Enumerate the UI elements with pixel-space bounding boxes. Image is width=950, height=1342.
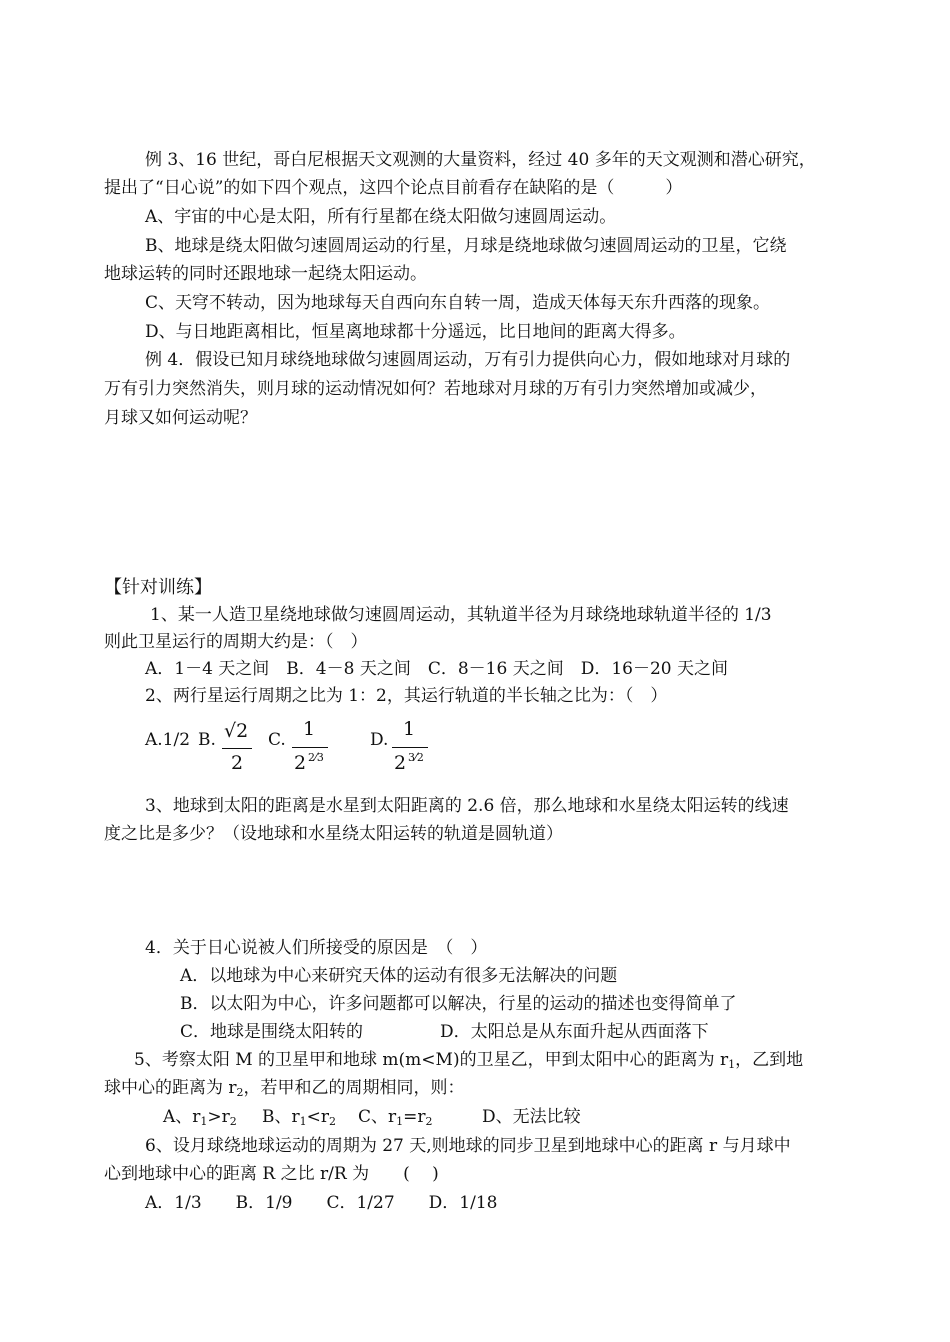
fraction-b-numerator: √2 bbox=[224, 720, 249, 742]
fraction-b-bar bbox=[222, 748, 252, 749]
q5-line2-text: 球中心的距离为 r bbox=[104, 1078, 237, 1098]
question-3-line-2: 度之比是多少？（设地球和水星绕太阳运转的轨道是圆轨道） bbox=[104, 824, 563, 844]
fraction-c-numerator: 1 bbox=[303, 718, 316, 740]
q5-line2-tail: ，若甲和乙的周期相同，则： bbox=[243, 1078, 465, 1098]
example-3-option-b-line-1: B、地球是绕太阳做匀速圆周运动的行星，月球是绕地球做匀速圆周运动的卫星，它绕 bbox=[145, 236, 787, 256]
question-2-option-c-label: C. bbox=[268, 730, 286, 750]
q5-c-op: =r bbox=[403, 1107, 426, 1127]
q5-c-sub1: 1 bbox=[396, 1115, 404, 1128]
question-5-option-b bbox=[262, 1105, 336, 1129]
question-5-line-1 bbox=[134, 1048, 803, 1072]
q5-line1-text: 5、考察太阳 M 的卫星甲和地球 m(m<M)的卫星乙，甲到太阳中心的距离为 r bbox=[134, 1050, 729, 1070]
fraction-d-bar bbox=[392, 747, 428, 748]
example-3-line-1: 例 3、16 世纪，哥白尼根据天文观测的大量资料，经过 40 多年的天文观测和潜心研究， bbox=[145, 150, 816, 170]
q5-line1-tail: ，乙到地 bbox=[735, 1050, 804, 1070]
question-2-option-c-fraction bbox=[290, 718, 334, 780]
question-4-stem: 4．关于日心说被人们所接受的原因是 （ ） bbox=[145, 938, 488, 958]
question-4-option-d: D．太阳总是从东面升起从西面落下 bbox=[440, 1022, 709, 1042]
question-5-option-c bbox=[358, 1105, 433, 1129]
question-6-line-1: 6、设月球绕地球运动的周期为 27 天,则地球的同步卫星到地球中心的距离 r 与月球中 bbox=[145, 1136, 791, 1156]
question-2-option-a: A.1/2 bbox=[145, 730, 191, 750]
fraction-b-denominator: 2 bbox=[231, 752, 244, 774]
example-4-line-2: 万有引力突然消失，则月球的运动情况如何？若地球对月球的万有引力突然增加或减少， bbox=[104, 379, 767, 399]
example-3-option-c: C、天穹不转动，因为地球每天自西向东自转一周，造成天体每天东升西落的现象。 bbox=[145, 293, 771, 313]
question-6-options: A．1/3 B．1/9 C．1/27 D．1/18 bbox=[145, 1193, 498, 1213]
training-heading: 【针对训练】 bbox=[104, 577, 212, 598]
q5-c-sub2: 2 bbox=[425, 1115, 433, 1128]
q5-c-pre: C、r bbox=[358, 1107, 397, 1127]
question-1-line-1: 1、某一人造卫星绕地球做匀速圆周运动，其轨道半径为月球绕地球轨道半径的 1/3 bbox=[150, 605, 772, 625]
fraction-d-numerator: 1 bbox=[403, 718, 416, 740]
q5-line2-subscript: 2 bbox=[236, 1086, 244, 1099]
question-4-option-b: B．以太阳为中心，许多问题都可以解决，行星的运动的描述也变得简单了 bbox=[180, 994, 737, 1014]
fraction-c-bar bbox=[292, 747, 328, 748]
example-3-line-2: 提出了“日心说”的如下四个观点，这四个论点目前看存在缺陷的是（ ） bbox=[104, 178, 683, 198]
fraction-d-denominator-exponent: 3⁄2 bbox=[408, 751, 424, 764]
question-2-option-b-label: B. bbox=[198, 730, 216, 750]
q5-a-pre: A、r bbox=[163, 1107, 201, 1127]
question-1-line-2: 则此卫星运行的周期大约是：（ ） bbox=[104, 632, 368, 652]
question-4-option-a: A．以地球为中心来研究天体的运动有很多无法解决的问题 bbox=[180, 966, 618, 986]
q5-a-op: >r bbox=[207, 1107, 230, 1127]
example-3-option-d: D、与日地距离相比，恒星离地球都十分遥远，比日地间的距离大得多。 bbox=[145, 322, 686, 342]
question-2-option-b-fraction bbox=[220, 720, 260, 780]
question-5-option-a bbox=[163, 1105, 237, 1129]
example-4-line-1: 例 4．假设已知月球绕地球做匀速圆周运动，万有引力提供向心力，假如地球对月球的 bbox=[145, 350, 791, 370]
fraction-c-denominator-base: 2 bbox=[294, 752, 307, 774]
q5-b-sub1: 1 bbox=[299, 1115, 307, 1128]
fraction-d-denominator-base: 2 bbox=[394, 752, 407, 774]
question-2-stem: 2、两行星运行周期之比为 1：2，其运行轨道的半长轴之比为：（ ） bbox=[145, 686, 668, 706]
example-3-option-b-line-2: 地球运转的同时还跟地球一起绕太阳运动。 bbox=[104, 264, 427, 284]
question-2-option-d-fraction bbox=[390, 718, 434, 780]
question-5-line-2 bbox=[104, 1076, 465, 1100]
q5-b-sub2: 2 bbox=[329, 1115, 336, 1128]
q5-b-op: <r bbox=[306, 1107, 329, 1127]
q5-a-sub2: 2 bbox=[229, 1115, 237, 1128]
example-4-line-3: 月球又如何运动呢？ bbox=[104, 408, 257, 428]
question-2-option-d-label: D. bbox=[370, 730, 389, 750]
fraction-c-denominator-exponent: 2⁄3 bbox=[308, 751, 324, 764]
question-3-line-1: 3、地球到太阳的距离是水星到太阳距离的 2.6 倍，那么地球和水星绕太阳运转的线速 bbox=[145, 796, 789, 816]
question-5-option-d: D、无法比较 bbox=[482, 1107, 581, 1127]
question-1-options: A．1－4 天之间 B．4－8 天之间 C．8－16 天之间 D．16－20 天之间 bbox=[145, 659, 728, 679]
q5-line1-subscript: 1 bbox=[728, 1058, 736, 1071]
q5-b-pre: B、r bbox=[262, 1107, 300, 1127]
example-3-option-a: A、宇宙的中心是太阳，所有行星都在绕太阳做匀速圆周运动。 bbox=[145, 207, 617, 227]
question-4-option-c: C．地球是围绕太阳转的 bbox=[180, 1022, 364, 1042]
question-6-line-2: 心到地球中心的距离 R 之比 r/R 为 ( ) bbox=[104, 1164, 439, 1184]
q5-a-sub1: 1 bbox=[200, 1115, 208, 1128]
